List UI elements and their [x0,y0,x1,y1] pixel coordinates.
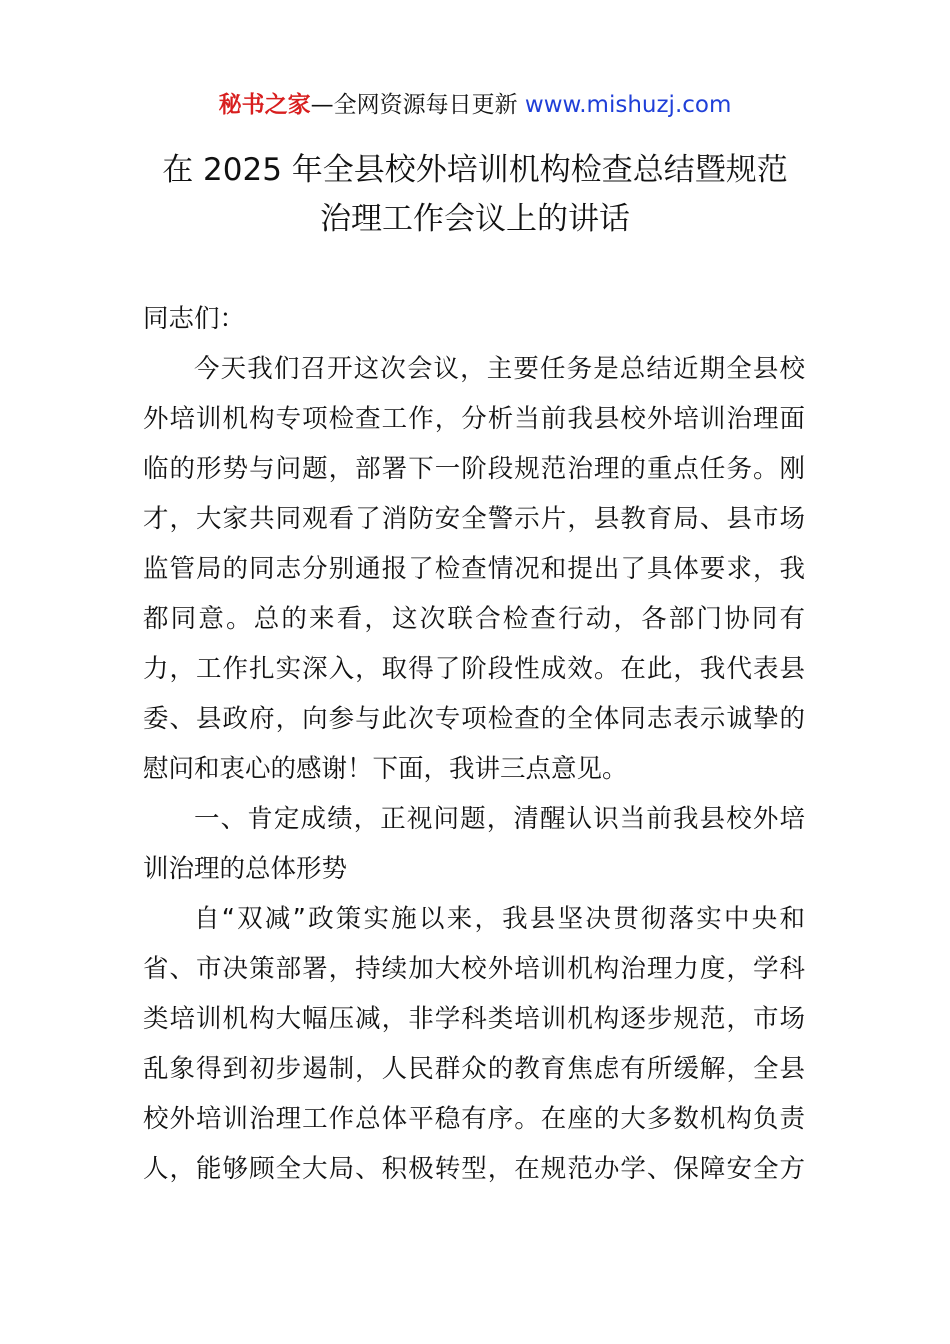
text-line: 慰问和衷心的感谢！下面，我讲三点意见。 [143,754,628,784]
site-header [0,88,950,122]
text-line: 临的形势与问题，部署下一阶段规范治理的重点任务。刚 [143,454,805,484]
text-line: 监管局的同志分别通报了检查情况和提出了具体要求，我 [143,554,805,584]
paragraph-intro [143,344,805,794]
text-line: 类培训机构大幅压减，非学科类培训机构逐步规范，市场 [143,1004,805,1034]
text-line: 力，工作扎实深入，取得了阶段性成效。在此，我代表县 [143,654,805,684]
text-line: 今天我们召开这次会议，主要任务是总结近期全县校 [194,354,805,384]
site-slogan: —全网资源每日更新 [310,92,518,118]
heading-line: 训治理的总体形势 [143,854,348,884]
paragraph-section-1 [143,894,805,1194]
title-line-1: 在 2025 年全县校外培训机构检查总结暨规范 [162,152,788,188]
text-line: 自“双减”政策实施以来，我县坚决贯彻落实中央和 [194,904,805,934]
text-line: 才，大家共同观看了消防安全警示片，县教育局、县市场 [143,504,805,534]
text-line: 省、市决策部署，持续加大校外培训机构治理力度，学科 [143,954,805,984]
site-brand: 秘书之家 [218,92,311,118]
text-line: 乱象得到初步遏制，人民群众的教育焦虑有所缓解，全县 [143,1054,805,1084]
document-body [143,294,805,1194]
title-line-2: 治理工作会议上的讲话 [320,201,630,237]
text-line: 校外培训治理工作总体平稳有序。在座的大多数机构负责 [143,1104,805,1134]
text-line: 都同意。总的来看，这次联合检查行动，各部门协同有 [143,604,805,634]
section-heading-1 [143,794,805,894]
text-line: 人，能够顾全大局、积极转型，在规范办学、保障安全方 [143,1154,805,1184]
salutation: 同志们： [143,304,246,334]
document-title [0,146,950,244]
heading-line: 一、肯定成绩，正视问题，清醒认识当前我县校外培 [194,804,805,834]
text-line: 外培训机构专项检查工作，分析当前我县校外培训治理面 [143,404,805,434]
text-line: 委、县政府，向参与此次专项检查的全体同志表示诚挚的 [143,704,805,734]
site-url-link[interactable]: www.mishuzj.com [524,92,732,118]
